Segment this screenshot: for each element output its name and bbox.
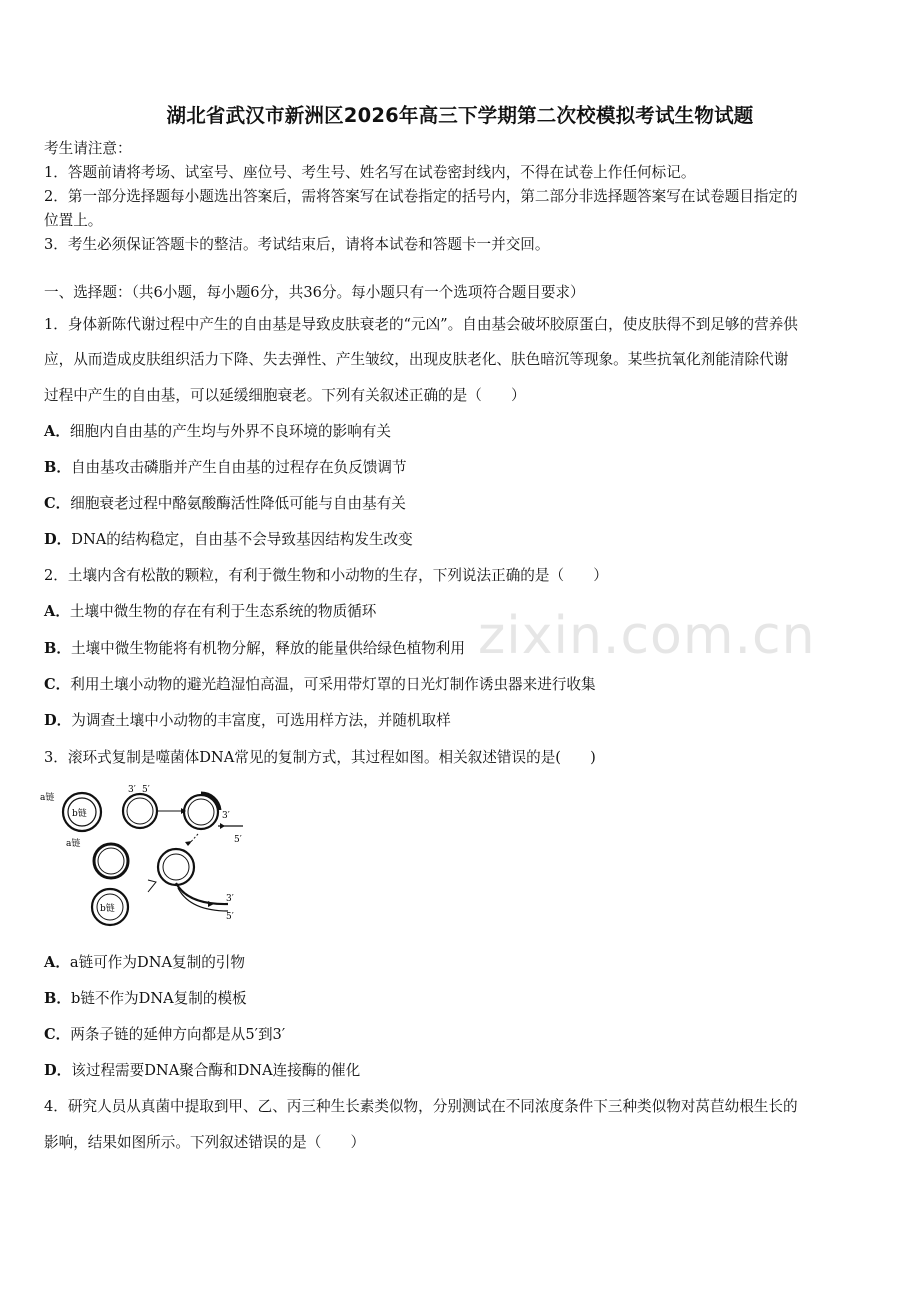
option-text: 土壤中微生物的存在有利于生态系统的物质循环 xyxy=(69,603,377,620)
label-3-prime: 3′ xyxy=(226,894,234,904)
option-key: C． xyxy=(44,1026,71,1043)
option-text: 细胞内自由基的产生均与外界不良环境的影响有关 xyxy=(69,423,391,440)
q1-option-b[interactable] xyxy=(44,459,407,477)
rolling-circle-replication-figure xyxy=(38,780,253,935)
label-3-prime: 3′ xyxy=(128,785,136,795)
option-text: 土壤中微生物能将有机物分解，释放的能量供给绿色植物利用 xyxy=(70,640,465,657)
label-3-prime: 3′ xyxy=(222,811,230,821)
q2-option-d[interactable] xyxy=(44,712,451,730)
dna-circle xyxy=(184,795,218,829)
q1-option-a[interactable] xyxy=(44,423,391,441)
notice-item-2: 2．第一部分选择题每小题选出答案后，需将答案写在试卷指定的括号内，第二部分非选择题答案写在试卷题目指定的 xyxy=(44,188,798,205)
q2-option-a[interactable] xyxy=(44,603,376,621)
option-key: C． xyxy=(44,676,71,693)
q1-stem-line-1: 1．身体新陈代谢过程中产生的自由基是导致皮肤衰老的“元凶”。自由基会破坏胶原蛋白，使皮肤得不到足够的营养供 xyxy=(44,316,798,333)
q3-option-a[interactable] xyxy=(44,954,245,972)
q3-stem: 3．滚环式复制是噬菌体DNA常见的复制方式，其过程如图。相关叙述错误的是( ) xyxy=(44,749,596,766)
option-text: a链可作为DNA复制的引物 xyxy=(69,954,245,971)
section-heading: 一、选择题：（共6小题，每小题6分，共36分。每小题只有一个选项符合题目要求） xyxy=(44,284,585,301)
label-b-strand: b链 xyxy=(100,904,115,914)
label-a-strand: a链 xyxy=(66,839,81,849)
option-key: B． xyxy=(44,990,71,1007)
option-text: DNA的结构稳定，自由基不会导致基因结构发生改变 xyxy=(71,531,413,548)
label-5-prime: 5′ xyxy=(226,912,234,922)
q3-option-d[interactable] xyxy=(44,1062,360,1080)
q1-stem-line-3: 过程中产生的自由基，可以延缓细胞衰老。下列有关叙述正确的是（ ） xyxy=(44,387,526,404)
label-b-strand: b链 xyxy=(72,809,87,819)
option-key: A． xyxy=(44,603,70,620)
exam-title: 湖北省武汉市新洲区2026年高三下学期第二次校模拟考试生物试题 xyxy=(166,104,754,127)
q2-option-b[interactable] xyxy=(44,640,465,658)
notice-heading: 考生请注意： xyxy=(44,140,132,157)
q2-option-c[interactable] xyxy=(44,676,596,694)
option-text: 细胞衰老过程中酪氨酸酶活性降低可能与自由基有关 xyxy=(70,495,406,512)
notice-item-1: 1．答题前请将考场、试室号、座位号、考生号、姓名写在试卷密封线内，不得在试卷上作任何标记。 xyxy=(44,164,696,181)
q4-stem-line-1: 4．研究人员从真菌中提取到甲、乙、丙三种生长素类似物，分别测试在不同浓度条件下三种类似物对莴苣幼根生长的 xyxy=(44,1098,798,1115)
option-text: 利用土壤小动物的避光趋湿怕高温，可采用带灯罩的日光灯制作诱虫器来进行收集 xyxy=(70,676,596,693)
option-text: 为调查土壤中小动物的丰富度，可选用样方法，并随机取样 xyxy=(71,712,451,729)
q1-stem-line-2: 应，从而造成皮肤组织活力下降、失去弹性、产生皱纹，出现皮肤老化、肤色暗沉等现象。某些抗氧化剂能清除代谢 xyxy=(44,351,789,368)
option-key: A． xyxy=(44,954,70,971)
q2-stem: 2．土壤内含有松散的颗粒，有利于微生物和小动物的生存，下列说法正确的是（ ） xyxy=(44,567,608,584)
notice-item-2-cont: 位置上。 xyxy=(44,212,103,229)
label-5-prime: 5′ xyxy=(234,835,242,845)
label-5-prime: 5′ xyxy=(142,785,150,795)
option-key: A． xyxy=(44,423,70,440)
q3-option-c[interactable] xyxy=(44,1026,285,1044)
option-text: b链不作为DNA复制的模板 xyxy=(70,990,247,1007)
option-text: 两条子链的延伸方向都是从5′到3′ xyxy=(70,1026,286,1043)
q1-option-d[interactable] xyxy=(44,531,413,549)
q1-option-c[interactable] xyxy=(44,495,406,513)
option-key: C． xyxy=(44,495,71,512)
dna-circle xyxy=(123,794,157,828)
option-text: 该过程需要DNA聚合酶和DNA连接酶的催化 xyxy=(71,1062,361,1079)
watermark: zixin.com.cn xyxy=(478,606,816,666)
label-a-strand: a链 xyxy=(40,793,55,803)
option-key: B． xyxy=(44,459,71,476)
option-key: B． xyxy=(44,640,71,657)
option-key: D． xyxy=(44,531,72,548)
notice-item-3: 3．考生必须保证答题卡的整洁。考试结束后，请将本试卷和答题卡一并交回。 xyxy=(44,236,550,253)
q4-stem-line-2: 影响，结果如图所示。下列叙述错误的是（ ） xyxy=(44,1134,366,1151)
option-text: 自由基攻击磷脂并产生自由基的过程存在负反馈调节 xyxy=(70,459,407,476)
option-key: D． xyxy=(44,1062,72,1079)
option-key: D． xyxy=(44,712,72,729)
q3-option-b[interactable] xyxy=(44,990,247,1008)
